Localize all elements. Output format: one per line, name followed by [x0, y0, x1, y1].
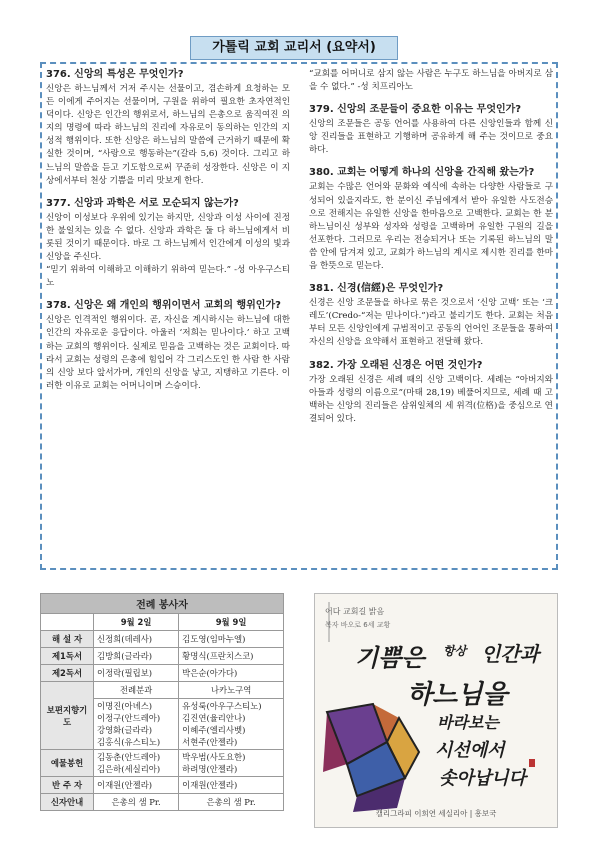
cell: 김은하(세실리아) [97, 764, 161, 774]
cell: 이재원(안젤라) [94, 777, 179, 794]
cell: 이정구(안드레아) [97, 713, 161, 723]
cell: 박우범(사도요한) [182, 752, 246, 762]
table-corner [41, 614, 94, 631]
row-label: 반 주 자 [41, 777, 94, 794]
question-380 [309, 166, 553, 273]
row-label: 제1독서 [41, 648, 94, 665]
cell: 은총의 샘 Pr. [94, 794, 179, 811]
question-heading: 377. 신앙과 과학은 서로 모순되지 않는가? [46, 197, 239, 209]
question-heading: 381. 신경(信經)은 무엇인가? [309, 283, 444, 295]
question-heading: 382. 가장 오래된 신경은 어떤 것인가? [309, 359, 483, 371]
question-heading: 378. 신앙은 왜 개인의 행위이면서 교회의 행위인가? [46, 300, 281, 312]
question-answer: 신앙이 이성보다 우위에 있기는 하지만, 신앙과 이성 사이에 진정한 불일치는 있을 수 없다. 신앙과 과학은 둘 다 하느님에게서 비롯된 것이기 때문이다. 바로 그 하느님께서 인간에게 이성의 빛과 신앙을 주신다. [46, 212, 290, 263]
row-label: 예물봉헌 [41, 750, 94, 777]
question-heading: 380. 교회는 어떻게 하나의 신앙을 간직해 왔는가? [309, 167, 535, 179]
table-row [41, 794, 284, 811]
question-377 [46, 197, 290, 291]
cell: 박은순(아가다) [179, 665, 284, 682]
question-answer: 신앙의 조문들은 공동 언어를 사용하여 다른 신앙인들과 함께 신앙 진리들을 표현하고 기행하며 공유하게 해 주는 것이므로 중요하다. [309, 119, 553, 156]
calligraphy-word: 하느님을 [407, 680, 508, 710]
book-cover-image [314, 593, 558, 828]
left-column [46, 68, 290, 402]
row-label: 신자안내 [41, 794, 94, 811]
page-title: 가톨릭 교회 교리서 (요약서) [190, 36, 398, 60]
book-subtitle: 복자 바오로 6세 교황 [325, 621, 391, 629]
calligraphy-word: 기쁨은 [355, 643, 425, 672]
calligraphy-word: 시선에서 [435, 740, 505, 761]
cell: 이혜주(엘리사벳) [182, 725, 246, 735]
cell: 강영화(글라라) [97, 725, 153, 735]
book-series: 어다 교회길 밝음 [325, 607, 385, 616]
quote-cyprian: “교회를 어머니로 삼지 않는 사람은 누구도 하느님을 아버지로 삼을 수 없다.” -성 치프리아노 [309, 69, 553, 93]
question-answer: 신경은 신앙 조문들을 하나로 묶은 것으로서 ‘신앙 고백’ 또는 ‘크레도’(Credo-“저는 믿나이다.”)라고 불리기도 한다. 교회는 처음부터 모든 신앙인에게 규범적이고 공동의 언어인 조문들을 통하여 자신의 신앙을 요약해서 표현하고 전달해 왔다. [309, 298, 553, 348]
question-answer: 신앙은 하느님께서 거저 주시는 선물이고, 겸손하게 요청하는 모든 이에게 주어지는 선물이며, 구원을 위하여 필요한 초자연적인 덕이다. 신앙은 인간의 행위로서, 하느님의 은총으로 움직여진 의지의 명령에 따라 하느님의 진리에 자유로이 동의하는 인간의 지성적 행위이다. 또한 신앙은 하느님의 말씀에 근거하기 때문에 확실한 것이며, “사랑으로 행동하는”(갈라 5,6) 것이다. 그리고 하느님의 말씀을 듣고 기도함으로써 꾸준히 성장한다. 신앙은 이 지상에서부터 천상 기쁨을 미리 맛보게 한다. [46, 84, 290, 186]
cell: 이명진(아녜스) [97, 701, 153, 711]
intro-quote [309, 68, 553, 94]
book-author: 캘리그라피 이희연 세실리아 | 흥보국 [375, 809, 497, 818]
calligraphy-word: 인간과 [481, 642, 539, 666]
table-row [41, 750, 284, 777]
cell: 김동춘(안드레아) [97, 752, 161, 762]
prayer-list-b [179, 699, 284, 750]
question-answer: 신앙은 인격적인 행위이다. 곧, 자신을 계시하시는 하느님에 대한 인간의 자유로운 응답이다. 아울러 ‘저희는 믿나이다.’ 하고 고백하는 교회의 행위이다. 실제로 믿음을 고백하는 것은 교회이다. 따라서 교회는 성령의 은총에 힘입어 각 그리스도인 한 사람 한 사람의 신앙 보다 앞서가며, 개인의 신앙을 낳고, 지탱하고 기른다. 이러한 이유로 교회는 어머니이며 스승이다. [46, 315, 290, 391]
row-label: 제2독서 [41, 665, 94, 682]
cell: 유성룩(아우구스티노) [182, 701, 262, 711]
cell: 김방희(글라라) [94, 648, 179, 665]
question-379 [309, 103, 553, 157]
prayer-label: 보편지향기 도 [41, 682, 94, 750]
right-column [309, 68, 553, 435]
cell: 김진연(율리안나) [182, 713, 246, 723]
cell: 이정락(필립보) [94, 665, 179, 682]
calligraphy-word: 솟아납니다 [439, 768, 526, 789]
offering-list-a [94, 750, 179, 777]
red-seal [529, 759, 535, 767]
question-382 [309, 359, 553, 426]
quote-augustine: “믿기 위하여 이해하고 이해하기 위하여 믿는다.” -성 아우구스티노 [46, 265, 290, 289]
cell: 은총의 샘 Pr. [179, 794, 284, 811]
question-376 [46, 68, 290, 188]
question-378 [46, 299, 290, 393]
cell: 이재원(안젤라) [179, 777, 284, 794]
question-heading: 379. 신앙의 조문들이 중요한 이유는 무엇인가? [309, 104, 522, 116]
table-row [41, 631, 284, 648]
cell: 김도영(임마누엘) [179, 631, 284, 648]
table-row [41, 682, 284, 699]
table-title: 전례 봉사자 [41, 594, 284, 614]
table-row [41, 777, 284, 794]
date-2: 9월 9일 [179, 614, 284, 631]
cell: 김홍식(유스티노) [97, 737, 161, 747]
date-1: 9월 2일 [94, 614, 179, 631]
cell: 하려명(안젤라) [182, 764, 238, 774]
group-1: 전례분과 [94, 682, 179, 699]
liturgy-server-table [40, 593, 284, 811]
question-381 [309, 282, 553, 349]
question-heading: 376. 신앙의 특성은 무엇인가? [46, 69, 184, 80]
calligraphy-word: 항상 [443, 644, 467, 658]
cell: 서현주(안젤라) [182, 737, 238, 747]
row-label: 해 설 자 [41, 631, 94, 648]
table-row [41, 665, 284, 682]
table-row [41, 648, 284, 665]
question-answer: 가장 오래된 신경은 세례 때의 신앙 고백이다. 세례는 “아버지와 아들과 성령의 이름으로”(마태 28,19) 베풀어지므로, 세례 때 고백하는 신앙의 진리들은 삼위일체의 세 위격(位格)을 중심으로 연결되어 있다. [309, 374, 553, 424]
cell: 신정희(데레사) [94, 631, 179, 648]
cell: 황명식(프란치스코) [179, 648, 284, 665]
question-answer: 교회는 수많은 언어와 문화와 예식에 속하는 다양한 사람들로 구성되어 있을지라도, 한 분이신 주님에게서 받아 유일한 사도전승으로 전해지는 유일한 신앙을 한마음으로 고백한다. 교회는 한 분 하느님이신 성부와 성자와 성령을 고백하며 유일한 구원의 길을 선포한다. 그러므로 우리는 전승되거나 또는 기록된 하느님의 말씀 안에 담겨져 있고, 교회가 하느님의 계시로 제시한 진리를 한마음 한뜻으로 믿는다. [309, 182, 553, 272]
group-2: 나카노구역 [179, 682, 284, 699]
offering-list-b [179, 750, 284, 777]
prayer-list-a [94, 699, 179, 750]
calligraphy-word: 바라보는 [437, 713, 499, 732]
